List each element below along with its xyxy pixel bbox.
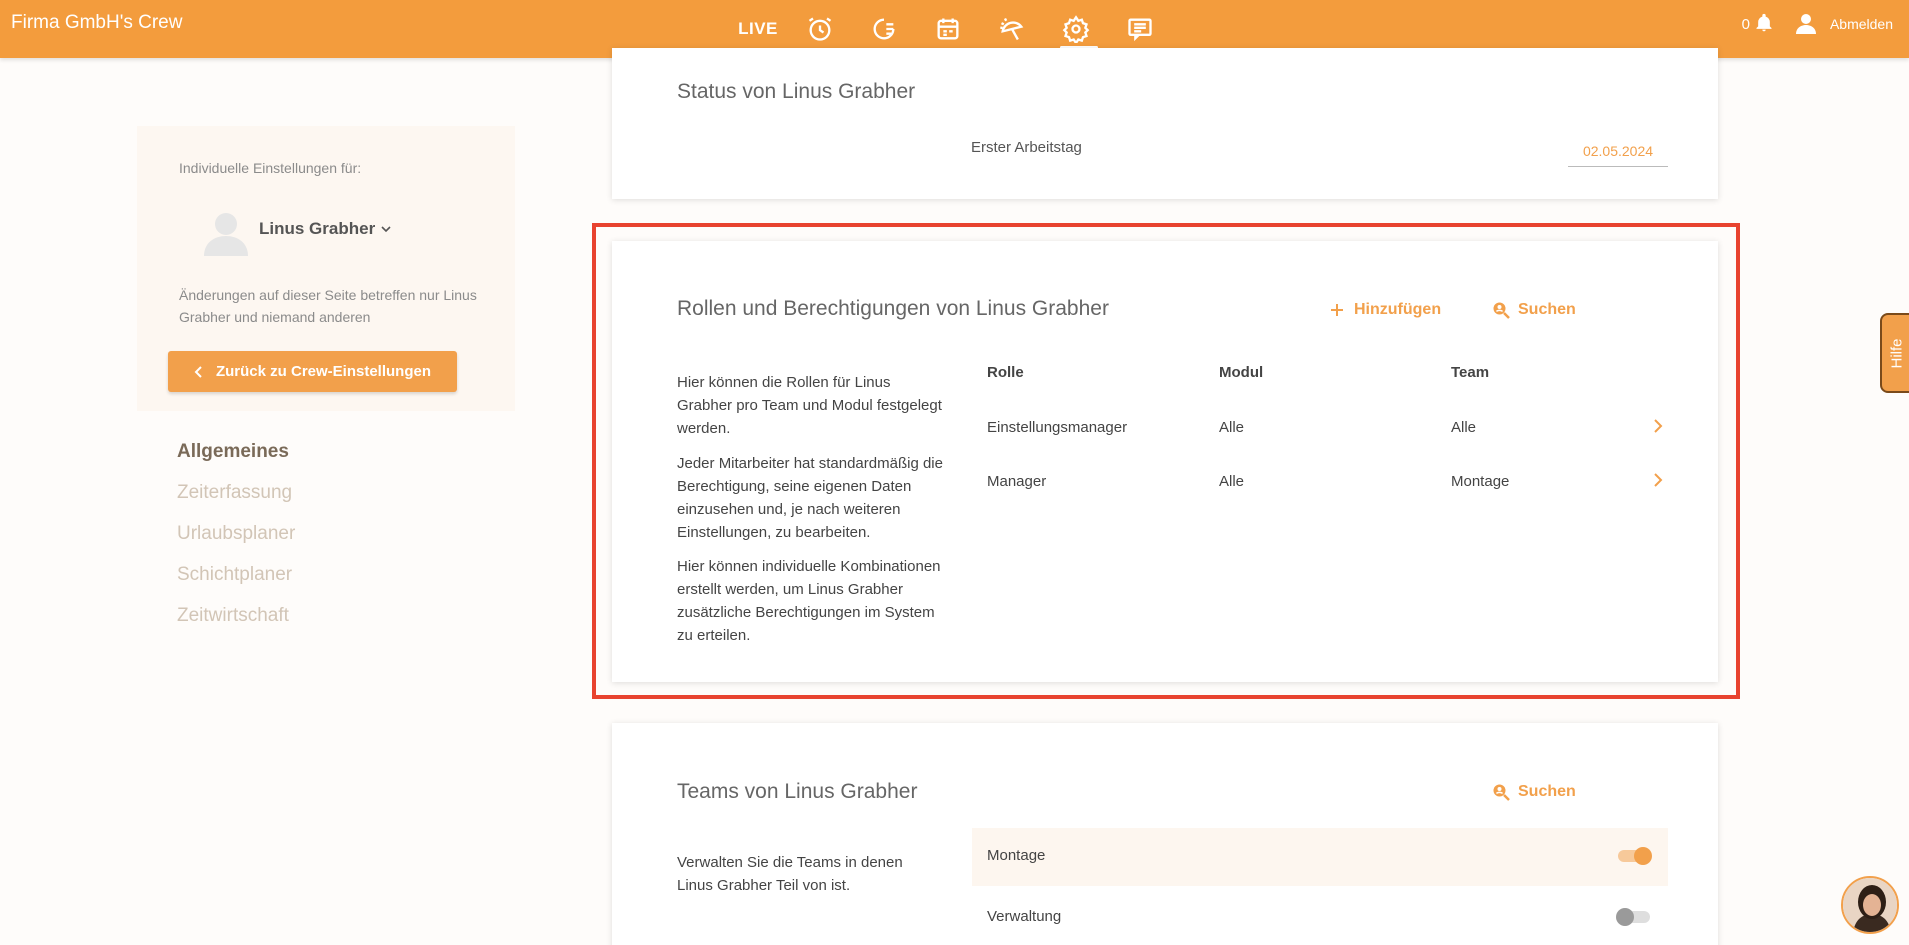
roles-info-3: Hier können individuelle Kombinationen erstellt werden, um Linus Grabher zusätzliche Berechtigungen im System zu erteilen. (677, 558, 941, 644)
avatar (204, 210, 248, 256)
nav-item-zeitwirtschaft[interactable]: Zeitwirtschaft (177, 605, 289, 626)
team-name: Verwaltung (987, 908, 1062, 925)
brand-title[interactable]: Firma GmbH's Crew (11, 12, 183, 33)
user-selector[interactable] (259, 219, 392, 239)
team-row (972, 889, 1668, 945)
user-settings-panel (137, 126, 515, 411)
column-header-module: Modul (1219, 364, 1264, 381)
nav-live[interactable]: LIVE (738, 19, 778, 38)
status-card (612, 48, 1718, 199)
chevron-down-icon (380, 223, 392, 235)
role-cell: Manager (987, 473, 1047, 490)
module-cell: Alle (1219, 419, 1245, 436)
back-to-crew-settings-button[interactable] (168, 351, 457, 392)
user-name: Linus Grabher (259, 219, 376, 238)
notification-count[interactable]: 0 (1741, 15, 1750, 33)
first-workday-label: Erster Arbeitstag (971, 139, 1082, 156)
search-roles-label: Suchen (1518, 301, 1576, 318)
nav-item-schichtplaner[interactable]: Schichtplaner (177, 564, 293, 585)
add-role-label: Hinzufügen (1354, 301, 1442, 318)
status-title: Status von Linus Grabher (677, 80, 916, 103)
column-header-role: Rolle (987, 364, 1024, 381)
nav-item-urlaubsplaner[interactable]: Urlaubsplaner (177, 523, 296, 544)
team-cell: Alle (1451, 419, 1477, 436)
settings-scope-note: Änderungen auf dieser Seite betreffen nur Linus Grabher und niemand anderen (179, 287, 477, 325)
settings-nav (177, 441, 295, 646)
logout-link[interactable]: Abmelden (1829, 16, 1893, 32)
support-person-icon (1843, 878, 1899, 934)
bell-icon[interactable] (1754, 13, 1774, 36)
user-icon[interactable] (1794, 11, 1818, 38)
teams-info: Verwalten Sie die Teams in denen Linus Grabher Teil von ist. (677, 854, 903, 894)
help-tab-label: Hilfe (1888, 337, 1906, 369)
first-workday-date-input[interactable]: 02.05.2024 (1568, 141, 1668, 167)
roles-info-1: Hier können die Rollen für Linus Grabher pro Team und Modul festgelegt werden. (677, 374, 942, 437)
team-name: Montage (987, 847, 1046, 864)
settings-for-label: Individuelle Einstellungen für: (179, 160, 362, 176)
team-cell: Montage (1451, 473, 1510, 490)
teams-title: Teams von Linus Grabher (677, 780, 918, 803)
help-tab[interactable] (1880, 313, 1909, 393)
support-chat-avatar[interactable] (1841, 876, 1899, 934)
nav-item-allgemeines[interactable]: Allgemeines (177, 441, 289, 462)
team-row (972, 828, 1668, 886)
column-header-team: Team (1451, 364, 1490, 381)
roles-info-2: Jeder Mitarbeiter hat standardmäßig die Berechtigung, seine eigenen Daten einzusehen und, je nach weiteren Einstellungen, zu bearbeiten. (677, 455, 943, 541)
search-user-icon (1492, 783, 1510, 801)
team-membership-toggle[interactable] (1618, 850, 1650, 862)
role-cell: Einstellungsmanager (987, 419, 1128, 436)
search-teams-label: Suchen (1518, 783, 1576, 800)
team-membership-toggle[interactable] (1618, 911, 1650, 923)
back-button-label: Zurück zu Crew-Einstellungen (215, 363, 432, 380)
search-teams-button[interactable] (1492, 783, 1576, 801)
highlight-frame (592, 223, 1740, 699)
chevron-left-icon (194, 365, 204, 379)
nav-item-zeiterfassung[interactable]: Zeiterfassung (177, 482, 293, 503)
top-right-controls (1742, 0, 1909, 48)
module-cell: Alle (1219, 473, 1245, 490)
roles-title: Rollen und Berechtigungen von Linus Grabher (677, 297, 1109, 320)
teams-card (612, 723, 1718, 945)
